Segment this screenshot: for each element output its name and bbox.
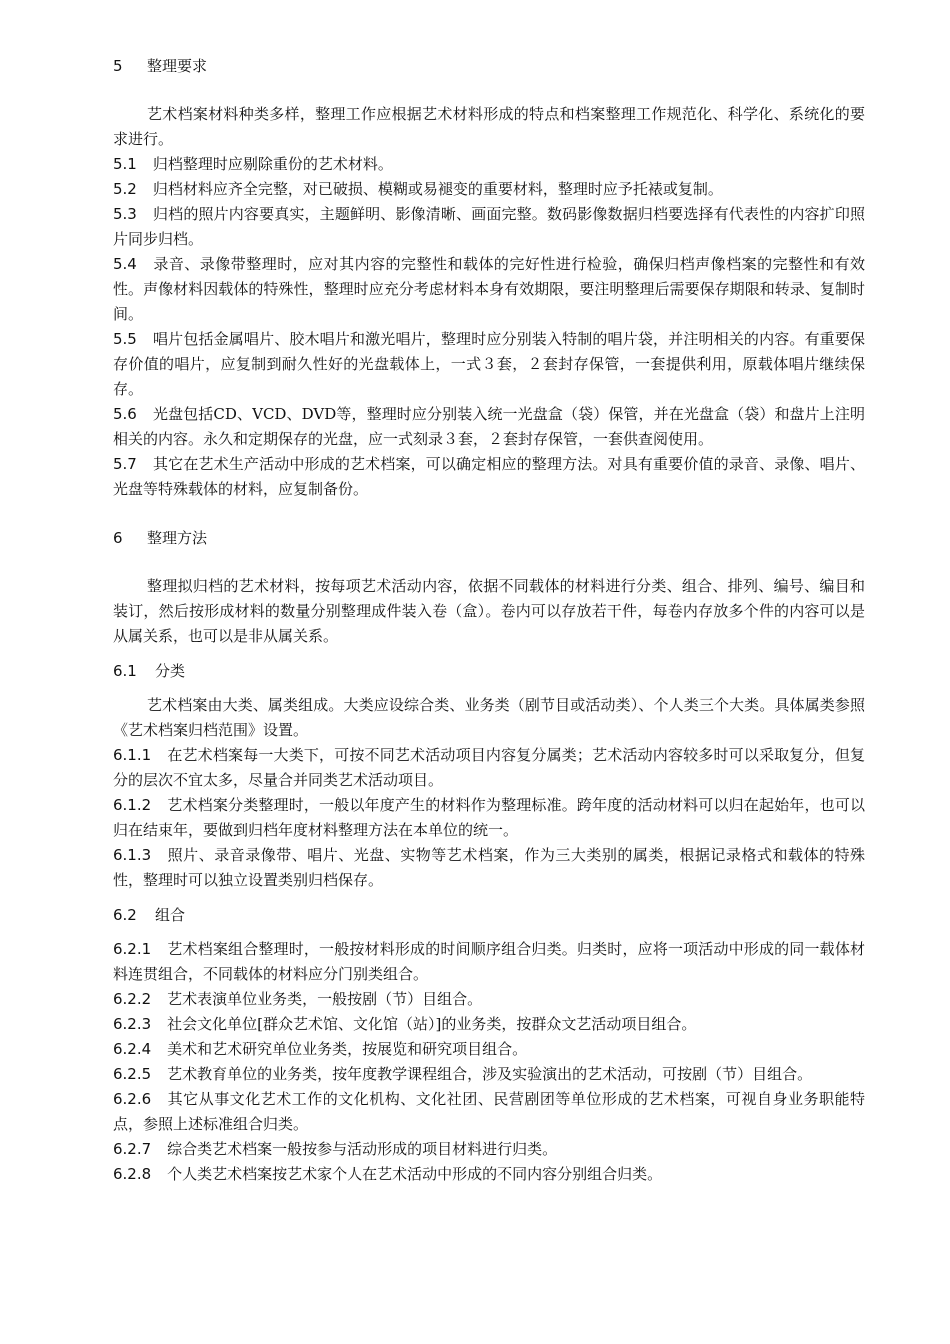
clause-number: 5.7 [113,455,137,473]
clause-text: 唱片包括金属唱片、胶木唱片和激光唱片，整理时应分别装入特制的唱片袋，并注明相关的内容。有重要保存价值的唱片，应复制到耐久性好的光盘载体上，一式３套，２套封存保管，一套提供利用，原载体唱片继续保存。 [113,330,865,398]
spacer [113,649,865,659]
clause-6-1-3 [113,843,865,893]
clause-number: 6.2.3 [113,1015,152,1033]
clause-number: 6.2.5 [113,1065,152,1083]
clause-number: 6.1.3 [113,846,152,864]
clause-6-2-3 [113,1012,865,1037]
clause-6-2-6 [113,1087,865,1137]
clause-6-2-4 [113,1037,865,1062]
clause-6-1-2 [113,793,865,843]
spacer [113,927,865,937]
clause-text: 艺术档案分类整理时，一般以年度产生的材料作为整理标准。跨年度的活动材料可以归在起始年，也可以归在结束年，要做到归档年度材料整理方法在本单位的统一。 [113,796,865,839]
clause-6-2-7 [113,1137,865,1162]
clause-5-1 [113,152,865,177]
clause-text: 光盘包括CD、VCD、DVD等，整理时应分别装入统一光盘盒（袋）保管，并在光盘盒（袋）和盘片上注明相关的内容。永久和定期保存的光盘，应一式刻录３套，２套封存保管，一套供查阅使用。 [113,405,865,448]
clause-6-2-2 [113,987,865,1012]
clause-text: 个人类艺术档案按艺术家个人在艺术活动中形成的不同内容分别组合归类。 [167,1165,663,1183]
section-6-heading [113,526,865,550]
clause-number: 6.1.2 [113,796,152,814]
clause-text: 照片、录音录像带、唱片、光盘、实物等艺术档案，作为三大类别的属类，根据记录格式和载体的特殊性，整理时可以独立设置类别归档保存。 [113,846,865,889]
clause-5-5 [113,327,865,402]
clause-number: 5.4 [113,255,137,273]
section-title: 整理方法 [147,529,208,547]
clause-6-2-1 [113,937,865,987]
clause-5-4 [113,252,865,327]
clause-6-2-5 [113,1062,865,1087]
clause-text: 综合类艺术档案一般按参与活动形成的项目材料进行归类。 [167,1140,558,1158]
clause-number: 6.1.1 [113,746,152,764]
spacer [113,502,865,526]
clause-number: 5.6 [113,405,137,423]
subsection-title: 组合 [155,906,186,924]
clause-text: 艺术表演单位业务类，一般按剧（节）目组合。 [167,990,483,1008]
clause-number: 5.2 [113,180,137,198]
clause-text: 归档整理时应剔除重份的艺术材料。 [152,155,393,173]
subsection-6-1-heading [113,659,865,683]
spacer [113,78,865,102]
clause-text: 归档的照片内容要真实，主题鲜明、影像清晰、画面完整。数码影像数据归档要选择有代表性的内容扩印照片同步归档。 [113,205,865,248]
clause-text: 艺术教育单位的业务类，按年度教学课程组合，涉及实验演出的艺术活动，可按剧（节）目组合。 [167,1065,813,1083]
clause-number: 6.2.2 [113,990,152,1008]
clause-text: 录音、录像带整理时，应对其内容的完整性和载体的完好性进行检验，确保归档声像档案的完整性和有效性。声像材料因载体的特殊性，整理时应充分考虑材料本身有效期限，要注明整理后需要保存期限和转录、复制时间。 [113,255,865,323]
section-5-intro: 艺术档案材料种类多样，整理工作应根据艺术材料形成的特点和档案整理工作规范化、科学化、系统化的要求进行。 [113,105,865,148]
subsection-number: 6.1 [113,662,137,680]
clause-text: 其它从事文化艺术工作的文化机构、文化社团、民营剧团等单位形成的艺术档案，可视自身业务职能特点，参照上述标准组合归类。 [113,1090,865,1133]
clause-number: 5.3 [113,205,137,223]
clause-number: 6.2.7 [113,1140,152,1158]
spacer [113,550,865,574]
clause-number: 5.5 [113,330,137,348]
clause-text: 艺术档案组合整理时，一般按材料形成的时间顺序组合归类。归类时，应将一项活动中形成的同一载体材料连贯组合，不同载体的材料应分门别类组合。 [113,940,865,983]
clause-5-7 [113,452,865,502]
clause-number: 5.1 [113,155,137,173]
document-body [113,54,865,1187]
clause-6-1-1 [113,743,865,793]
subsection-6-1-intro: 艺术档案由大类、属类组成。大类应设综合类、业务类（剧节目或活动类）、个人类三个大类。具体属类参照《艺术档案归档范围》设置。 [113,696,865,739]
clause-5-2 [113,177,865,202]
section-5-heading [113,54,865,78]
subsection-title: 分类 [155,662,186,680]
clause-number: 6.2.1 [113,940,152,958]
clause-5-3 [113,202,865,252]
clause-text: 社会文化单位[群众艺术馆、文化馆（站）]的业务类，按群众文艺活动项目组合。 [167,1015,697,1033]
clause-text: 其它在艺术生产活动中形成的艺术档案，可以确定相应的整理方法。对具有重要价值的录音、录像、唱片、光盘等特殊载体的材料，应复制备份。 [113,455,865,498]
clause-text: 在艺术档案每一大类下，可按不同艺术活动项目内容复分属类；艺术活动内容较多时可以采取复分，但复分的层次不宜太多，尽量合并同类艺术活动项目。 [113,746,865,789]
section-number: 5 [113,57,123,75]
clause-text: 美术和艺术研究单位业务类，按展览和研究项目组合。 [167,1040,528,1058]
section-title: 整理要求 [147,57,208,75]
section-number: 6 [113,529,123,547]
clause-number: 6.2.4 [113,1040,152,1058]
clause-5-6 [113,402,865,452]
spacer [113,893,865,903]
section-6-intro: 整理拟归档的艺术材料，按每项艺术活动内容，依据不同载体的材料进行分类、组合、排列、编号、编目和装订，然后按形成材料的数量分别整理成件装入卷（盒）。卷内可以存放若干件，每卷内存放多个件的内容可以是从属关系，也可以是非从属关系。 [113,577,865,645]
clause-6-2-8 [113,1162,865,1187]
subsection-6-2-heading [113,903,865,927]
clause-number: 6.2.6 [113,1090,152,1108]
subsection-number: 6.2 [113,906,137,924]
clause-number: 6.2.8 [113,1165,152,1183]
clause-text: 归档材料应齐全完整，对已破损、模糊或易褪变的重要材料，整理时应予托裱或复制。 [152,180,723,198]
spacer [113,683,865,693]
